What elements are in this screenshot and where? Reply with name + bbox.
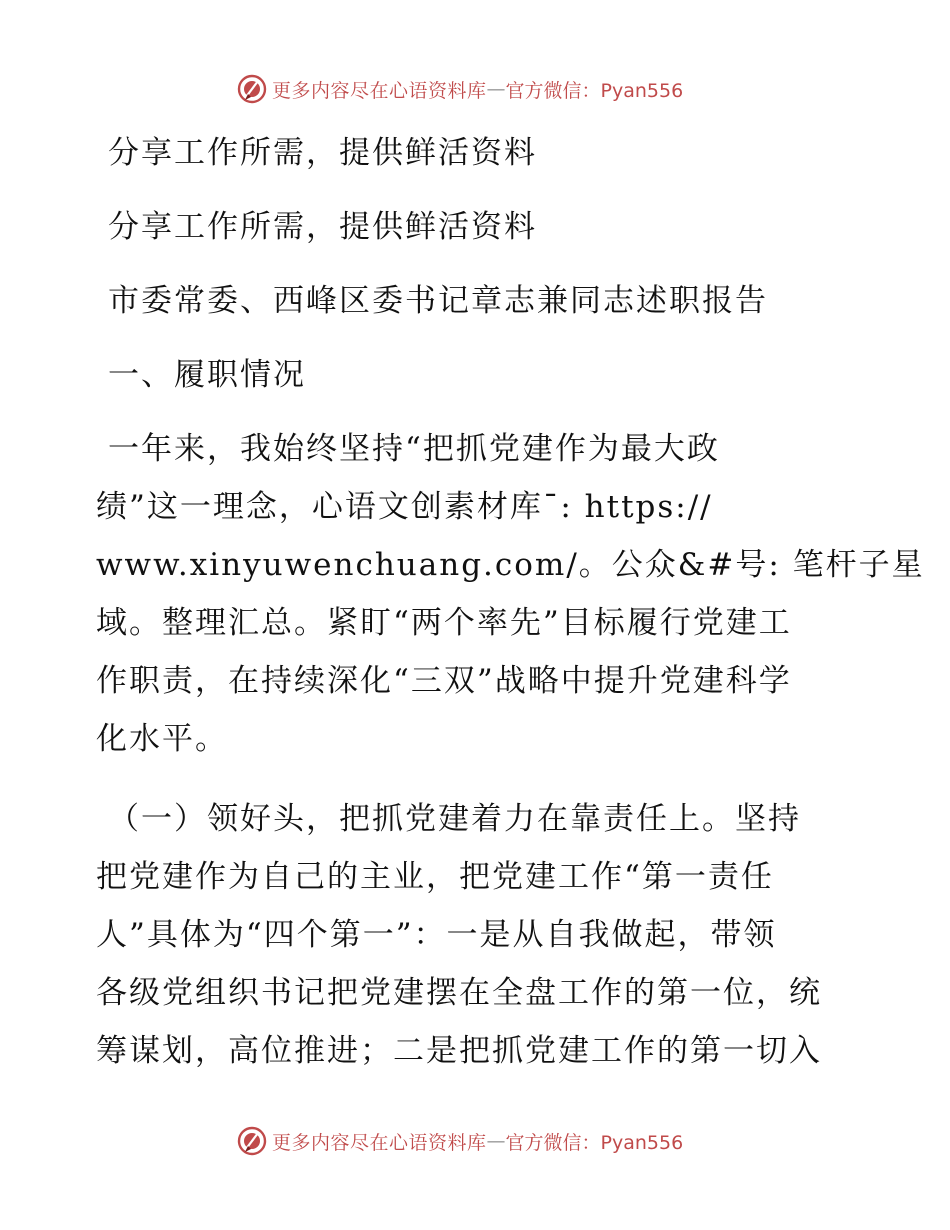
- watermark-text: 更多内容尽在心语资料库: [272, 79, 487, 102]
- watermark-contact: 官方微信：Pyan556: [505, 1131, 684, 1154]
- footer-watermark: [236, 1124, 683, 1158]
- watermark-text: 更多内容尽在心语资料库: [272, 1131, 487, 1154]
- paragraph-line: 域。整理汇总。紧盯“两个率先”目标履行党建工: [96, 605, 792, 641]
- document-body: [96, 124, 925, 1080]
- watermark-separator: —: [486, 78, 506, 100]
- paragraph-line: 各级党组织书记把党建摆在全盘工作的第一位，统: [96, 975, 822, 1011]
- section-heading: 一、履职情况: [108, 357, 306, 393]
- watermark-separator: —: [486, 1130, 506, 1152]
- paragraph-line: 绩”这一理念，心语文创素材库¯: https://: [96, 489, 713, 525]
- tagline: 分享工作所需，提供鲜活资料: [108, 135, 537, 171]
- document-title: 市委常委、西峰区委书记章志兼同志述职报告: [108, 283, 768, 319]
- paragraph-line: （一）领好头，把抓党建着力在靠责任上。坚持: [108, 801, 801, 837]
- paragraph-line: 把党建作为自己的主业，把党建工作“第一责任: [96, 859, 774, 895]
- paragraph-line: 筹谋划，高位推进；二是把抓党建工作的第一切入: [96, 1033, 822, 1069]
- brand-logo-icon: [236, 1125, 268, 1157]
- paragraph-line: 化水平。: [96, 721, 228, 757]
- paragraph-line: 作职责，在持续深化“三双”战略中提升党建科学: [96, 663, 792, 699]
- paragraph-line: www.xinyuwenchuang.com/。公众&#号: 笔杆子星: [96, 547, 925, 583]
- paragraph-line: 一年来，我始终坚持“把抓党建作为最大政: [108, 431, 720, 467]
- brand-logo-icon: [236, 73, 268, 105]
- paragraph-line: 人”具体为“四个第一”：一是从自我做起，带领: [96, 917, 777, 953]
- watermark-contact: 官方微信：Pyan556: [505, 79, 684, 102]
- header-watermark: [236, 72, 683, 106]
- tagline: 分享工作所需，提供鲜活资料: [108, 209, 537, 245]
